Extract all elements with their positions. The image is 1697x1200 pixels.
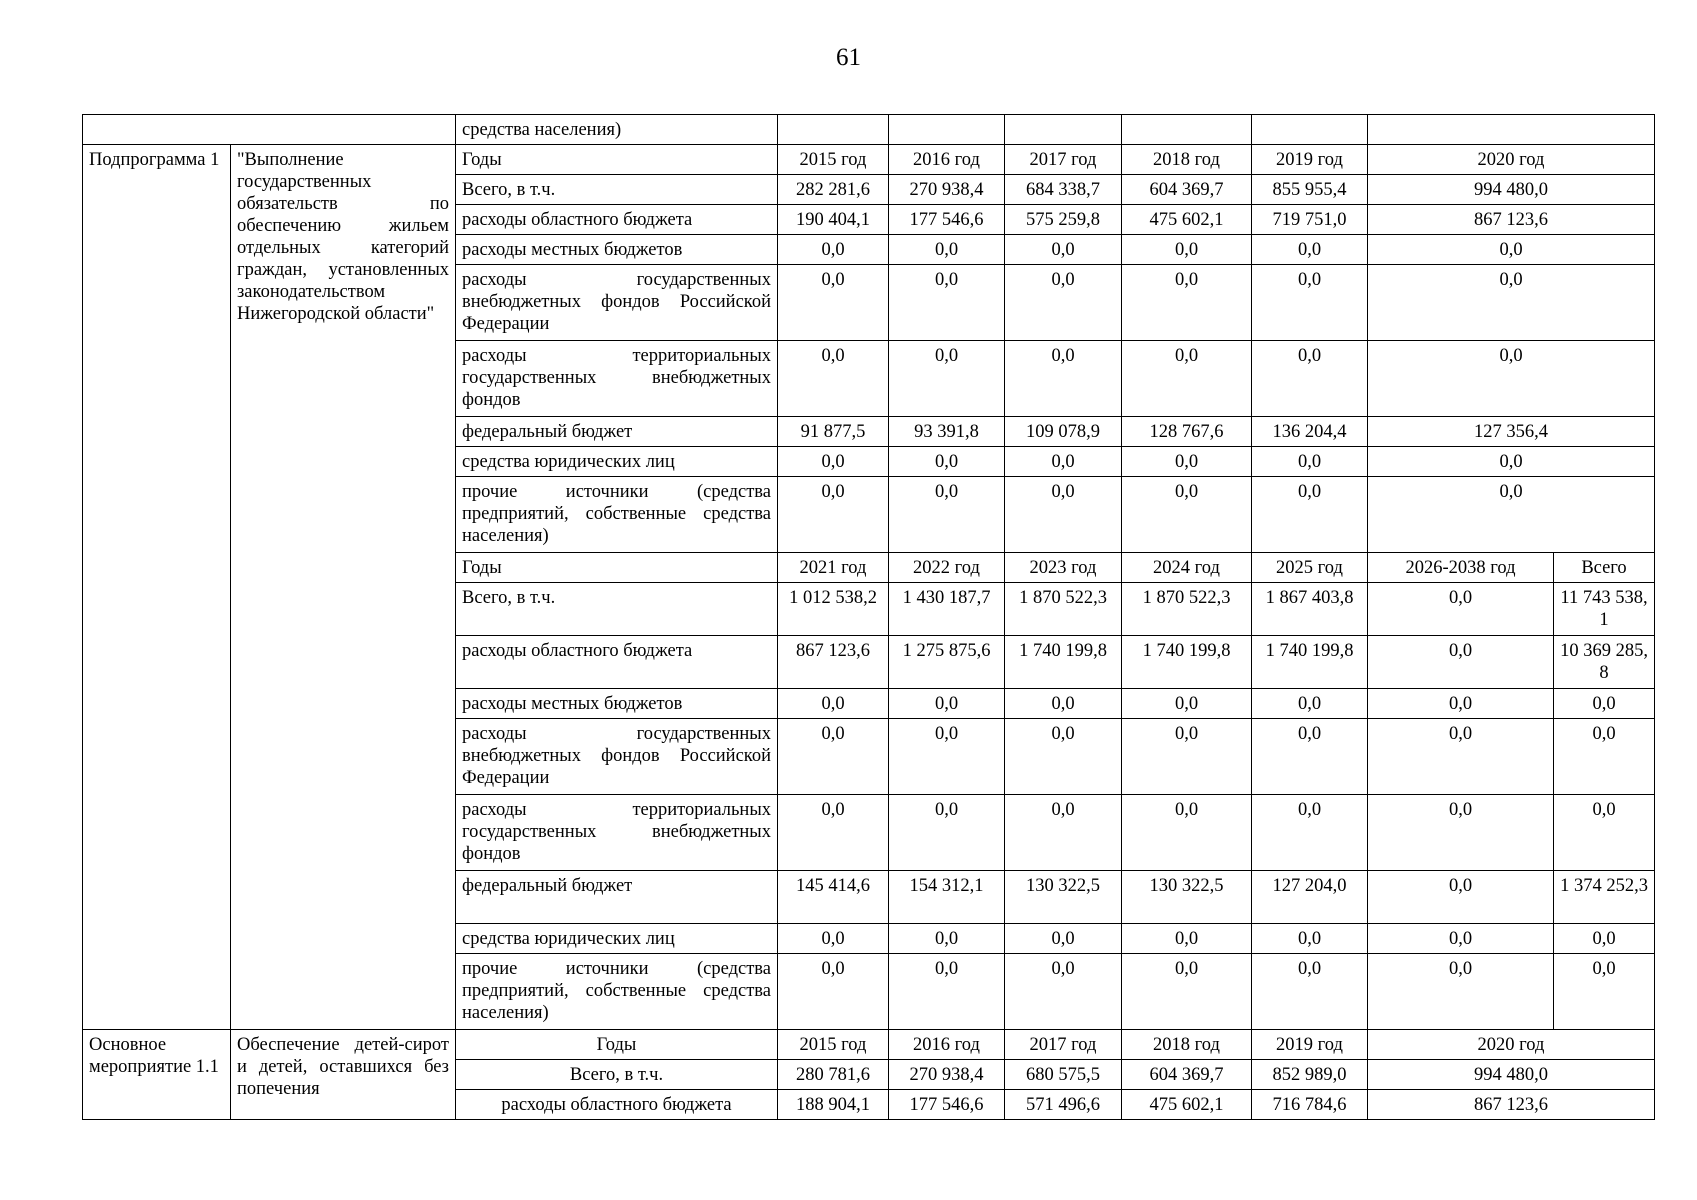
- value-cell: 0,0: [1122, 689, 1252, 719]
- header-cell: 2022 год: [889, 553, 1005, 583]
- value-cell: 0,0: [1368, 719, 1554, 795]
- value-cell: 719 751,0: [1252, 205, 1368, 235]
- header-cell: 2024 год: [1122, 553, 1252, 583]
- value-cell: 0,0: [1252, 235, 1368, 265]
- value-cell: 91 877,5: [778, 417, 889, 447]
- value-cell: 0,0: [889, 265, 1005, 341]
- value-cell: 0,0: [1122, 265, 1252, 341]
- header-cell: 2016 год: [889, 1030, 1005, 1060]
- value-cell: 0,0: [889, 477, 1005, 553]
- row-label: расходы местных бюджетов: [456, 235, 778, 265]
- value-cell: 130 322,5: [1122, 871, 1252, 924]
- value-cell: 0,0: [1122, 341, 1252, 417]
- value-cell: 0,0: [1005, 235, 1122, 265]
- value-cell: 1 740 199,8: [1122, 636, 1252, 689]
- value-cell: 0,0: [778, 924, 889, 954]
- value-cell: 0,0: [1554, 924, 1655, 954]
- value-cell: 475 602,1: [1122, 1090, 1252, 1120]
- value-cell: 11 743 538,1: [1554, 583, 1655, 636]
- value-cell: 1 275 875,6: [889, 636, 1005, 689]
- value-cell: 867 123,6: [1368, 205, 1655, 235]
- value-cell: 0,0: [1005, 924, 1122, 954]
- subprogram-code: Подпрограмма 1: [83, 145, 231, 1030]
- row-label: средства населения): [456, 115, 778, 145]
- value-cell: 0,0: [1368, 871, 1554, 924]
- value-cell: 0,0: [1252, 954, 1368, 1030]
- value-cell: 0,0: [778, 795, 889, 871]
- value-cell: 10 369 285,8: [1554, 636, 1655, 689]
- header-cell: Всего: [1554, 553, 1655, 583]
- budget-table: [82, 114, 1655, 1120]
- value-cell: 475 602,1: [1122, 205, 1252, 235]
- header-cell: Годы: [456, 145, 778, 175]
- value-cell: 0,0: [1122, 954, 1252, 1030]
- value-cell: 1 012 538,2: [778, 583, 889, 636]
- empty-cell: [1122, 115, 1252, 145]
- row-label: расходы государственных внебюджетных фондов Российской Федерации: [456, 719, 778, 795]
- value-cell: 0,0: [1368, 341, 1655, 417]
- value-cell: 0,0: [1368, 235, 1655, 265]
- header-cell: 2015 год: [778, 1030, 889, 1060]
- value-cell: 0,0: [1368, 924, 1554, 954]
- table-row: [83, 115, 1655, 145]
- row-label: средства юридических лиц: [456, 447, 778, 477]
- header-cell: 2017 год: [1005, 1030, 1122, 1060]
- row-label: расходы областного бюджета: [456, 205, 778, 235]
- value-cell: 0,0: [1368, 689, 1554, 719]
- value-cell: 188 904,1: [778, 1090, 889, 1120]
- row-label: федеральный бюджет: [456, 417, 778, 447]
- value-cell: 0,0: [1252, 795, 1368, 871]
- measure-title: [231, 1030, 456, 1120]
- value-cell: 0,0: [889, 689, 1005, 719]
- value-cell: 571 496,6: [1005, 1090, 1122, 1120]
- value-cell: 0,0: [1122, 924, 1252, 954]
- value-cell: 0,0: [1122, 477, 1252, 553]
- subprogram-title: "Выполнение государственных обязательств по обеспечению жильем отдельных категорий граждан, установленных законодательством Нижегородской области": [231, 145, 456, 1030]
- row-label: федеральный бюджет: [456, 871, 778, 924]
- value-cell: 1 740 199,8: [1005, 636, 1122, 689]
- value-cell: 1 867 403,8: [1252, 583, 1368, 636]
- value-cell: 1 870 522,3: [1122, 583, 1252, 636]
- value-cell: 282 281,6: [778, 175, 889, 205]
- header-cell: 2020 год: [1368, 145, 1655, 175]
- value-cell: 0,0: [1368, 583, 1554, 636]
- table-row: [83, 1030, 1655, 1060]
- value-cell: 0,0: [1005, 447, 1122, 477]
- value-cell: 0,0: [778, 265, 889, 341]
- value-cell: 0,0: [1252, 447, 1368, 477]
- value-cell: 0,0: [1554, 719, 1655, 795]
- value-cell: 1 870 522,3: [1005, 583, 1122, 636]
- value-cell: 109 078,9: [1005, 417, 1122, 447]
- empty-cell: [1005, 115, 1122, 145]
- value-cell: 127 204,0: [1252, 871, 1368, 924]
- header-cell: 2019 год: [1252, 145, 1368, 175]
- row-label: Всего, в т.ч.: [456, 583, 778, 636]
- header-cell: 2018 год: [1122, 1030, 1252, 1060]
- value-cell: 604 369,7: [1122, 175, 1252, 205]
- value-cell: 0,0: [1252, 341, 1368, 417]
- value-cell: 0,0: [1252, 689, 1368, 719]
- value-cell: 0,0: [1252, 265, 1368, 341]
- value-cell: 0,0: [1005, 795, 1122, 871]
- header-cell: 2021 год: [778, 553, 889, 583]
- header-cell: 2015 год: [778, 145, 889, 175]
- value-cell: 0,0: [1122, 235, 1252, 265]
- value-cell: 1 430 187,7: [889, 583, 1005, 636]
- value-cell: 130 322,5: [1005, 871, 1122, 924]
- value-cell: 0,0: [1252, 924, 1368, 954]
- value-cell: 0,0: [1122, 719, 1252, 795]
- header-cell: Годы: [456, 1030, 778, 1060]
- value-cell: 994 480,0: [1368, 1060, 1655, 1090]
- value-cell: 680 575,5: [1005, 1060, 1122, 1090]
- measure-title-text: Обеспечение детей-сирот и детей, оставшихся без попечения: [237, 1035, 449, 1099]
- empty-cell: [889, 115, 1005, 145]
- table-row: [83, 145, 1655, 175]
- row-label: средства юридических лиц: [456, 924, 778, 954]
- header-cell: 2016 год: [889, 145, 1005, 175]
- value-cell: 0,0: [1368, 265, 1655, 341]
- row-label: расходы областного бюджета: [456, 1090, 778, 1120]
- header-cell: Годы: [456, 553, 778, 583]
- value-cell: 0,0: [889, 954, 1005, 1030]
- value-cell: 867 123,6: [1368, 1090, 1655, 1120]
- value-cell: 0,0: [1005, 477, 1122, 553]
- value-cell: 127 356,4: [1368, 417, 1655, 447]
- value-cell: 604 369,7: [1122, 1060, 1252, 1090]
- row-label: Всего, в т.ч.: [456, 175, 778, 205]
- value-cell: 136 204,4: [1252, 417, 1368, 447]
- value-cell: 177 546,6: [889, 1090, 1005, 1120]
- value-cell: 270 938,4: [889, 1060, 1005, 1090]
- value-cell: 0,0: [1368, 636, 1554, 689]
- value-cell: 575 259,8: [1005, 205, 1122, 235]
- value-cell: 0,0: [1554, 954, 1655, 1030]
- value-cell: 0,0: [1122, 795, 1252, 871]
- value-cell: 280 781,6: [778, 1060, 889, 1090]
- value-cell: 0,0: [1005, 954, 1122, 1030]
- value-cell: 154 312,1: [889, 871, 1005, 924]
- value-cell: 0,0: [1005, 689, 1122, 719]
- value-cell: 0,0: [778, 235, 889, 265]
- value-cell: 0,0: [1122, 447, 1252, 477]
- value-cell: 0,0: [778, 341, 889, 417]
- value-cell: 128 767,6: [1122, 417, 1252, 447]
- value-cell: 0,0: [1252, 477, 1368, 553]
- value-cell: 0,0: [1368, 795, 1554, 871]
- value-cell: 852 989,0: [1252, 1060, 1368, 1090]
- measure-code: Основное мероприятие 1.1: [83, 1030, 231, 1120]
- row-label: расходы государственных внебюджетных фондов Российской Федерации: [456, 265, 778, 341]
- value-cell: 145 414,6: [778, 871, 889, 924]
- value-cell: 0,0: [1005, 265, 1122, 341]
- value-cell: 0,0: [889, 341, 1005, 417]
- value-cell: 0,0: [1554, 689, 1655, 719]
- value-cell: 0,0: [1368, 954, 1554, 1030]
- empty-cell: [1368, 115, 1655, 145]
- value-cell: 0,0: [889, 795, 1005, 871]
- header-cell: 2026-2038 год: [1368, 553, 1554, 583]
- row-label: прочие источники (средства предприятий, собственные средства населения): [456, 477, 778, 553]
- header-cell: 2017 год: [1005, 145, 1122, 175]
- page-number: 61: [836, 44, 861, 71]
- value-cell: 0,0: [1368, 477, 1655, 553]
- value-cell: 0,0: [889, 924, 1005, 954]
- empty-cell: [778, 115, 889, 145]
- header-cell: 2019 год: [1252, 1030, 1368, 1060]
- value-cell: 0,0: [1005, 719, 1122, 795]
- value-cell: 0,0: [1554, 795, 1655, 871]
- value-cell: 0,0: [889, 235, 1005, 265]
- empty-cell: [83, 115, 456, 145]
- value-cell: 93 391,8: [889, 417, 1005, 447]
- value-cell: 177 546,6: [889, 205, 1005, 235]
- value-cell: 0,0: [1005, 341, 1122, 417]
- value-cell: 855 955,4: [1252, 175, 1368, 205]
- value-cell: 716 784,6: [1252, 1090, 1368, 1120]
- value-cell: 1 374 252,3: [1554, 871, 1655, 924]
- row-label: расходы местных бюджетов: [456, 689, 778, 719]
- header-cell: 2025 год: [1252, 553, 1368, 583]
- header-cell: 2018 год: [1122, 145, 1252, 175]
- row-label: расходы территориальных государственных внебюджетных фондов: [456, 795, 778, 871]
- value-cell: 0,0: [889, 447, 1005, 477]
- value-cell: 0,0: [1368, 447, 1655, 477]
- value-cell: 0,0: [778, 477, 889, 553]
- value-cell: 0,0: [778, 689, 889, 719]
- row-label: прочие источники (средства предприятий, собственные средства населения): [456, 954, 778, 1030]
- value-cell: 994 480,0: [1368, 175, 1655, 205]
- header-cell: 2020 год: [1368, 1030, 1655, 1060]
- value-cell: 684 338,7: [1005, 175, 1122, 205]
- row-label: расходы территориальных государственных внебюджетных фондов: [456, 341, 778, 417]
- value-cell: 867 123,6: [778, 636, 889, 689]
- row-label: расходы областного бюджета: [456, 636, 778, 689]
- value-cell: 0,0: [778, 447, 889, 477]
- value-cell: 0,0: [889, 719, 1005, 795]
- value-cell: 0,0: [778, 954, 889, 1030]
- empty-cell: [1252, 115, 1368, 145]
- value-cell: 1 740 199,8: [1252, 636, 1368, 689]
- row-label: Всего, в т.ч.: [456, 1060, 778, 1090]
- value-cell: 190 404,1: [778, 205, 889, 235]
- value-cell: 0,0: [1252, 719, 1368, 795]
- value-cell: 0,0: [778, 719, 889, 795]
- value-cell: 270 938,4: [889, 175, 1005, 205]
- header-cell: 2023 год: [1005, 553, 1122, 583]
